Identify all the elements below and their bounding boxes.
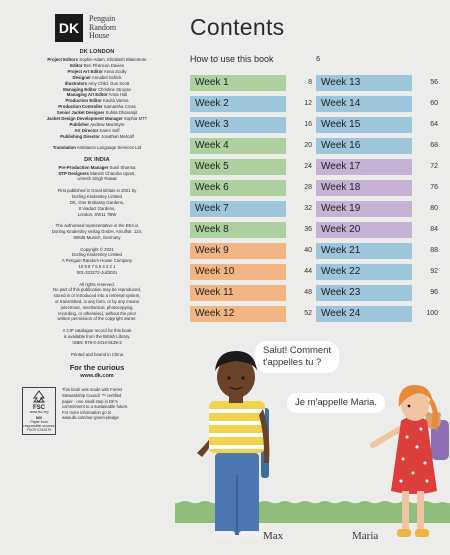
text-line: Dorling Kindersley Limited: [72, 194, 122, 200]
text-line: DK, One Embassy Gardens,: [69, 199, 125, 205]
dk-india-heading: DK INDIA: [84, 156, 110, 163]
week-label: Week 16: [316, 138, 412, 154]
week-label: Week 21: [316, 243, 412, 259]
text-line: A Penguin Random House Company: [61, 258, 133, 264]
week-label: Week 1: [190, 75, 286, 91]
week-label: Week 5: [190, 159, 286, 175]
week-entry[interactable]: [316, 261, 438, 282]
week-page-number: 48: [304, 289, 312, 296]
week-entry[interactable]: [190, 198, 312, 219]
credit-name: Jonathan Metcalf: [101, 133, 134, 139]
text-line: commitment to a sustainable future.: [62, 404, 129, 410]
week-entry[interactable]: [190, 72, 312, 93]
credit-role: Managing Art Editor: [66, 92, 108, 98]
credit-name: Karen Self: [99, 127, 120, 133]
week-page-number: 56: [430, 79, 438, 86]
week-label: Week 9: [190, 243, 286, 259]
week-entry[interactable]: [190, 303, 312, 324]
credit-name: Sunil Sharma: [109, 164, 136, 170]
credit-role: Pre-Production Manager: [58, 164, 109, 170]
credit-name: Kavita Varma: [103, 98, 129, 104]
dk-logo: DK: [55, 14, 83, 42]
credit-role: Project Editors: [47, 57, 78, 62]
weeks-column-right: [316, 72, 438, 324]
week-label: Week 3: [190, 117, 286, 133]
text-line: London, SW11 7BW: [77, 211, 117, 217]
week-entry[interactable]: [316, 240, 438, 261]
how-to-use-page: 6: [316, 56, 320, 63]
credit-role: DTP Designers: [58, 170, 89, 176]
week-page-number: 80: [430, 205, 438, 212]
penguin-random-house-wordmark: Penguin Random House: [89, 14, 117, 41]
rights-block: [22, 282, 172, 323]
weeks-column-left: [190, 72, 312, 324]
week-page-number: 44: [304, 268, 312, 275]
week-entry[interactable]: [316, 177, 438, 198]
week-label: Week 6: [190, 180, 286, 196]
text-line: written permission of the copyright owner.: [57, 316, 137, 322]
fsc-logo: FSC www.fsc.org MIX Paper from responsible sources FSC® C018179: [22, 387, 56, 435]
week-label: Week 20: [316, 222, 412, 238]
week-label: Week 8: [190, 222, 286, 238]
text-line: (electronic, mechanical, photocopying,: [60, 304, 134, 310]
text-line: All rights reserved.: [79, 281, 115, 287]
week-label: Week 10: [190, 264, 286, 280]
credit-name: Umesh Singh Rawat: [77, 176, 117, 182]
week-page-number: 68: [430, 142, 438, 149]
text-line: recording, or otherwise), without the prior: [57, 310, 137, 316]
credit-role: Art Director: [74, 127, 99, 133]
credit-role: Illustrators: [64, 80, 88, 86]
week-entry[interactable]: [316, 303, 438, 324]
text-line: ISBN: 978-0-2414-9139-3: [72, 339, 122, 345]
week-label: Week 14: [316, 96, 412, 112]
week-label: Week 24: [316, 306, 412, 322]
fsc-section: [22, 387, 172, 435]
credit-line: [22, 176, 172, 182]
text-line: For more information go to: [62, 409, 112, 415]
week-entry[interactable]: [190, 219, 312, 240]
week-entry[interactable]: [190, 114, 312, 135]
india-credits: [22, 165, 172, 183]
name-label-max: Max: [263, 530, 284, 542]
copyright-block: [22, 247, 172, 276]
week-page-number: 100: [426, 310, 438, 317]
week-label: Week 11: [190, 285, 286, 301]
tree-check-icon: [31, 390, 47, 406]
week-entry[interactable]: [190, 282, 312, 303]
week-label: Week 12: [190, 306, 286, 322]
page-title: Contents: [190, 14, 285, 40]
printed-in: Printed and bound in China: [70, 351, 124, 357]
text-line: No part of this publication may be reproduced,: [53, 287, 141, 293]
green-pledge-text: [62, 387, 170, 435]
week-page-number: 8: [308, 79, 312, 86]
week-entry[interactable]: [316, 282, 438, 303]
credit-role: Production Controller: [58, 104, 103, 110]
credit-role: Jacket Design Development Manager: [46, 116, 123, 122]
credit-role: Senior Jacket Designer: [56, 110, 105, 116]
text-line: Dorling Kindersley Limited: [72, 252, 122, 258]
translation-credit: Translation Ambiance Language Services Ltd: [52, 144, 142, 150]
speech-bubble-max: Salut! Comment t'appelles tu ?: [255, 341, 339, 373]
week-entry[interactable]: [316, 219, 438, 240]
how-to-use-label: How to use this book: [190, 54, 274, 64]
week-entry[interactable]: [190, 177, 312, 198]
week-page-number: 12: [304, 100, 312, 107]
week-entry[interactable]: [316, 198, 438, 219]
name-label-maria: Maria: [352, 530, 379, 542]
how-to-use-entry[interactable]: [190, 54, 320, 64]
speech-bubble-maria: Je m'appelle Maria.: [287, 393, 385, 413]
text-line: The authorised representative in the EEA is: [55, 223, 139, 229]
text-line: Stewardship Council ™ certified: [62, 393, 122, 399]
first-published-block: [22, 188, 172, 217]
week-entry[interactable]: [190, 135, 312, 156]
text-line: or transmitted, in any form, or by any means: [54, 299, 140, 305]
text-line: www.dk.com/our-green-pledge: [62, 415, 119, 421]
credit-line: [22, 134, 172, 140]
text-line: A CIP catalogue record for this book: [62, 328, 132, 334]
week-label: Week 15: [316, 117, 412, 133]
eea-representative-block: [22, 223, 172, 240]
week-page-number: 92: [430, 268, 438, 275]
week-page-number: 16: [304, 121, 312, 128]
week-page-number: 96: [430, 289, 438, 296]
week-page-number: 32: [304, 205, 312, 212]
text-line: stored in or introduced into a retrieval system,: [53, 293, 141, 299]
credit-name: Annabel Schick: [91, 74, 122, 80]
text-line: First published in Great Britain in 2021 by: [57, 188, 137, 194]
credit-role: Publisher: [69, 121, 90, 127]
week-label: Week 19: [316, 201, 412, 217]
dk-london-heading: DK LONDON: [79, 49, 115, 55]
text-line: 8 Viaduct Gardens,: [78, 205, 116, 211]
week-page-number: 28: [304, 184, 312, 191]
text-line: 001-323272-Jul/2021: [76, 269, 118, 275]
week-label: Week 4: [190, 138, 286, 154]
publisher-logo: [55, 14, 172, 42]
credit-name: Samantha Cross: [103, 104, 136, 110]
credit-name: Suhita Dharamjit: [105, 110, 138, 116]
credit-name: Amy Child, Gus Scott: [88, 80, 130, 86]
credit-role: Managing Editor: [63, 86, 97, 92]
week-page-number: 36: [304, 226, 312, 233]
dk-website: www.dk.com: [80, 373, 114, 380]
week-label: Week 17: [316, 159, 412, 175]
text-line: 80636 Munich, Germany: [73, 234, 121, 240]
week-entry[interactable]: [316, 114, 438, 135]
week-page-number: 84: [430, 226, 438, 233]
credit-name: Andrew Macintyre: [90, 121, 125, 127]
week-page-number: 76: [430, 184, 438, 191]
for-the-curious-tagline: For the curious: [69, 363, 125, 373]
week-page-number: 88: [430, 247, 438, 254]
week-label: Week 7: [190, 201, 286, 217]
text-line: 10 9 8 7 6 5 4 3 2 1: [78, 264, 116, 270]
week-entry[interactable]: [190, 240, 312, 261]
week-entry[interactable]: [316, 93, 438, 114]
week-entry[interactable]: [190, 261, 312, 282]
text-line: is available from the British Library.: [63, 334, 131, 340]
week-page-number: 60: [430, 100, 438, 107]
credit-name: Manish Chandra Upreti,: [90, 170, 136, 176]
text-line: paper - one small step in DK's: [62, 398, 118, 404]
week-label: Week 18: [316, 180, 412, 196]
week-page-number: 64: [430, 121, 438, 128]
text-line: This book was made with Forest: [62, 387, 123, 393]
credit-name: Sophie Adam, Elizabeth Blakemore: [79, 57, 147, 62]
credit-name: Anna Hall: [108, 92, 128, 98]
credit-role: Designer: [72, 74, 91, 80]
credit-role: Publishing Director: [60, 133, 100, 139]
week-page-number: 40: [304, 247, 312, 254]
credit-name: Ben Ffrancon Davies: [83, 62, 124, 68]
week-page-number: 72: [430, 163, 438, 170]
week-label: Week 13: [316, 75, 412, 91]
week-page-number: 24: [304, 163, 312, 170]
credit-role: Editor: [70, 62, 83, 68]
text-line: Dorling Kindersley Verlag GmbH. Arnulfstr. 124,: [51, 229, 143, 235]
week-entry[interactable]: [316, 72, 438, 93]
illustration: [175, 325, 450, 555]
week-label: Week 2: [190, 96, 286, 112]
cip-block: [22, 328, 172, 345]
week-page-number: 20: [304, 142, 312, 149]
credit-name: Sophia MTT: [123, 116, 148, 122]
london-credits: [22, 57, 172, 140]
week-page-number: 52: [304, 310, 312, 317]
week-label: Week 23: [316, 285, 412, 301]
week-entry[interactable]: [190, 93, 312, 114]
week-label: Week 22: [316, 264, 412, 280]
credit-role: Project Art Editor: [67, 68, 103, 74]
credit-role: Production Editor: [65, 98, 102, 104]
week-entry[interactable]: [190, 156, 312, 177]
week-entry[interactable]: [316, 156, 438, 177]
text-line: Copyright © 2021: [80, 246, 114, 252]
week-entry[interactable]: [316, 135, 438, 156]
imprint-column: [22, 14, 172, 544]
credit-name: Anna Scully: [103, 68, 127, 74]
credit-name: Christine Stroyan: [97, 86, 131, 92]
